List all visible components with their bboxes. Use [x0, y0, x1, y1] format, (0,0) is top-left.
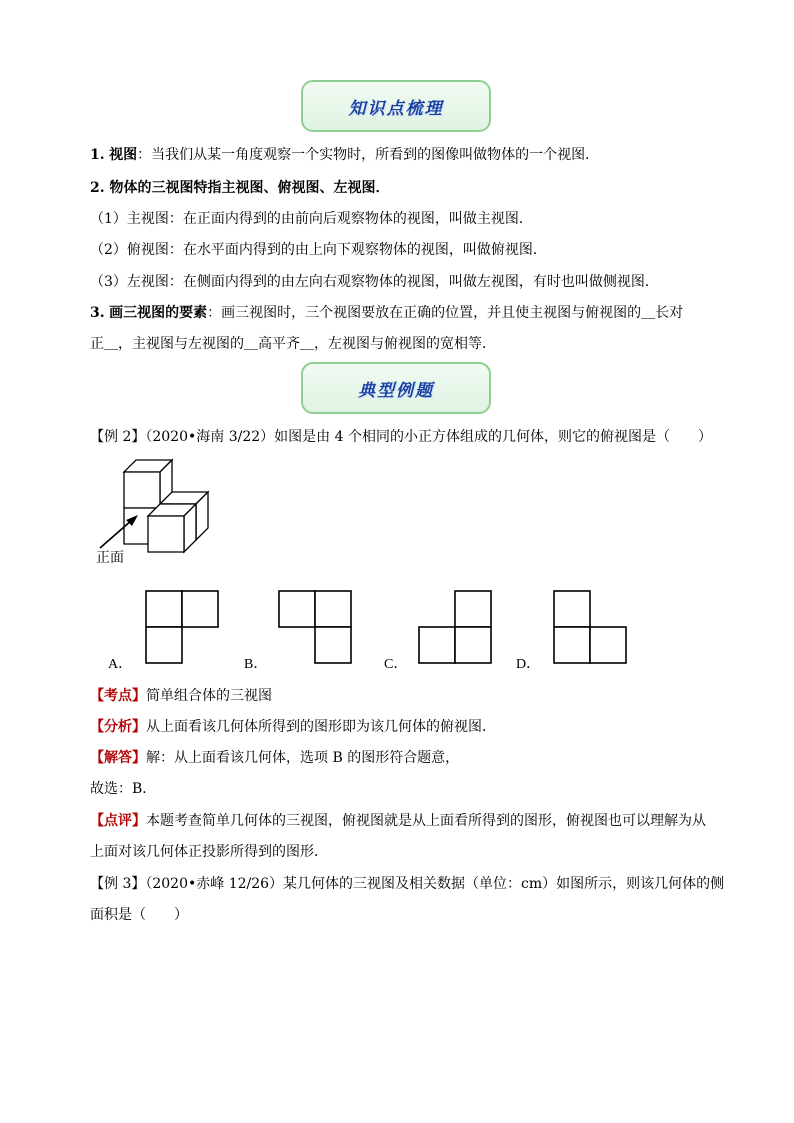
kaodian-line	[90, 686, 272, 706]
point-1-label: 视图	[109, 147, 138, 163]
dianping-tag: 【点评】	[90, 813, 146, 829]
blank-1a: ＿长对	[641, 305, 684, 321]
example-2-tag: 【例 2】	[90, 429, 146, 445]
sub-point-3: （3）左视图：在侧面内得到的由左向右观察物体的视图，叫做左视图，有时也叫做侧视图．	[90, 274, 659, 290]
point-3-num: 3.	[90, 305, 105, 321]
kaodian-text: 简单组合体的三视图	[146, 688, 272, 704]
point-3	[90, 303, 683, 323]
example-2-question	[90, 427, 712, 447]
knowledge-banner: 知识点梳理	[301, 80, 491, 132]
dianping-text-1: 本题考查简单几何体的三视图，俯视图就是从上面看所得到的图形，俯视图也可以理解为从	[146, 813, 706, 829]
jieda-text: 解：从上面看该几何体，选项 B 的图形符合题意，	[146, 750, 460, 766]
option-a: A．	[108, 657, 133, 672]
option-c: C．	[384, 657, 408, 672]
dianping-line	[90, 811, 706, 831]
option-b: B．	[244, 657, 268, 672]
blank-2: ＿高平齐＿	[244, 336, 314, 352]
point-3-cont	[90, 334, 496, 354]
example-3-tag: 【例 3】	[90, 876, 146, 892]
fenxi-tag: 【分析】	[90, 719, 146, 735]
example-3-cont: 面积是（ ）	[90, 907, 188, 923]
point-3-label: 画三视图的要素	[109, 305, 208, 321]
example-2-text: （2020•海南 3/22）如图是由 4 个相同的小正方体组成的几何体，则它的俯视图是（ ）	[145, 429, 712, 445]
examples-banner: 典型例题	[301, 362, 491, 414]
point-3-text-a: ：画三视图时，三个视图要放在正确的位置，并且使主视图与俯视图的	[207, 305, 642, 321]
point-1-text: ：当我们从某一角度观察一个实物时，所看到的图像叫做物体的一个视图．	[137, 147, 600, 163]
fenxi-text: 从上面看该几何体所得到的图形即为该几何体的俯视图．	[146, 719, 496, 735]
sub-point-2: （2）俯视图：在水平面内得到的由上向下观察物体的视图，叫做俯视图．	[90, 242, 547, 258]
kaodian-tag: 【考点】	[90, 688, 146, 704]
point-3-text-c: ，左视图与俯视图的宽相等．	[314, 336, 496, 352]
blank-1b: 正＿	[90, 336, 118, 352]
point-2: 2. 物体的三视图特指主视图、俯视图、左视图．	[90, 180, 390, 196]
sub-point-1: （1）主视图：在正面内得到的由前向后观察物体的视图，叫做主视图．	[90, 211, 533, 227]
example-3-text-1: （2020•赤峰 12/26）某几何体的三视图及相关数据（单位：cm）如图所示，则该几何体的侧	[145, 876, 725, 892]
example-3-question	[90, 874, 724, 894]
point-1	[90, 145, 599, 165]
front-label: 正面	[96, 549, 124, 565]
jieda-line	[90, 748, 459, 768]
guxuan-line: 故选：B．	[90, 781, 157, 797]
dianping-cont: 上面对该几何体正投影所得到的图形．	[90, 844, 328, 860]
point-3-text-b: ，主视图与左视图的	[118, 336, 244, 352]
jieda-tag: 【解答】	[90, 750, 146, 766]
option-d: D．	[516, 657, 541, 672]
point-1-num: 1.	[90, 147, 105, 163]
fenxi-line	[90, 717, 496, 737]
